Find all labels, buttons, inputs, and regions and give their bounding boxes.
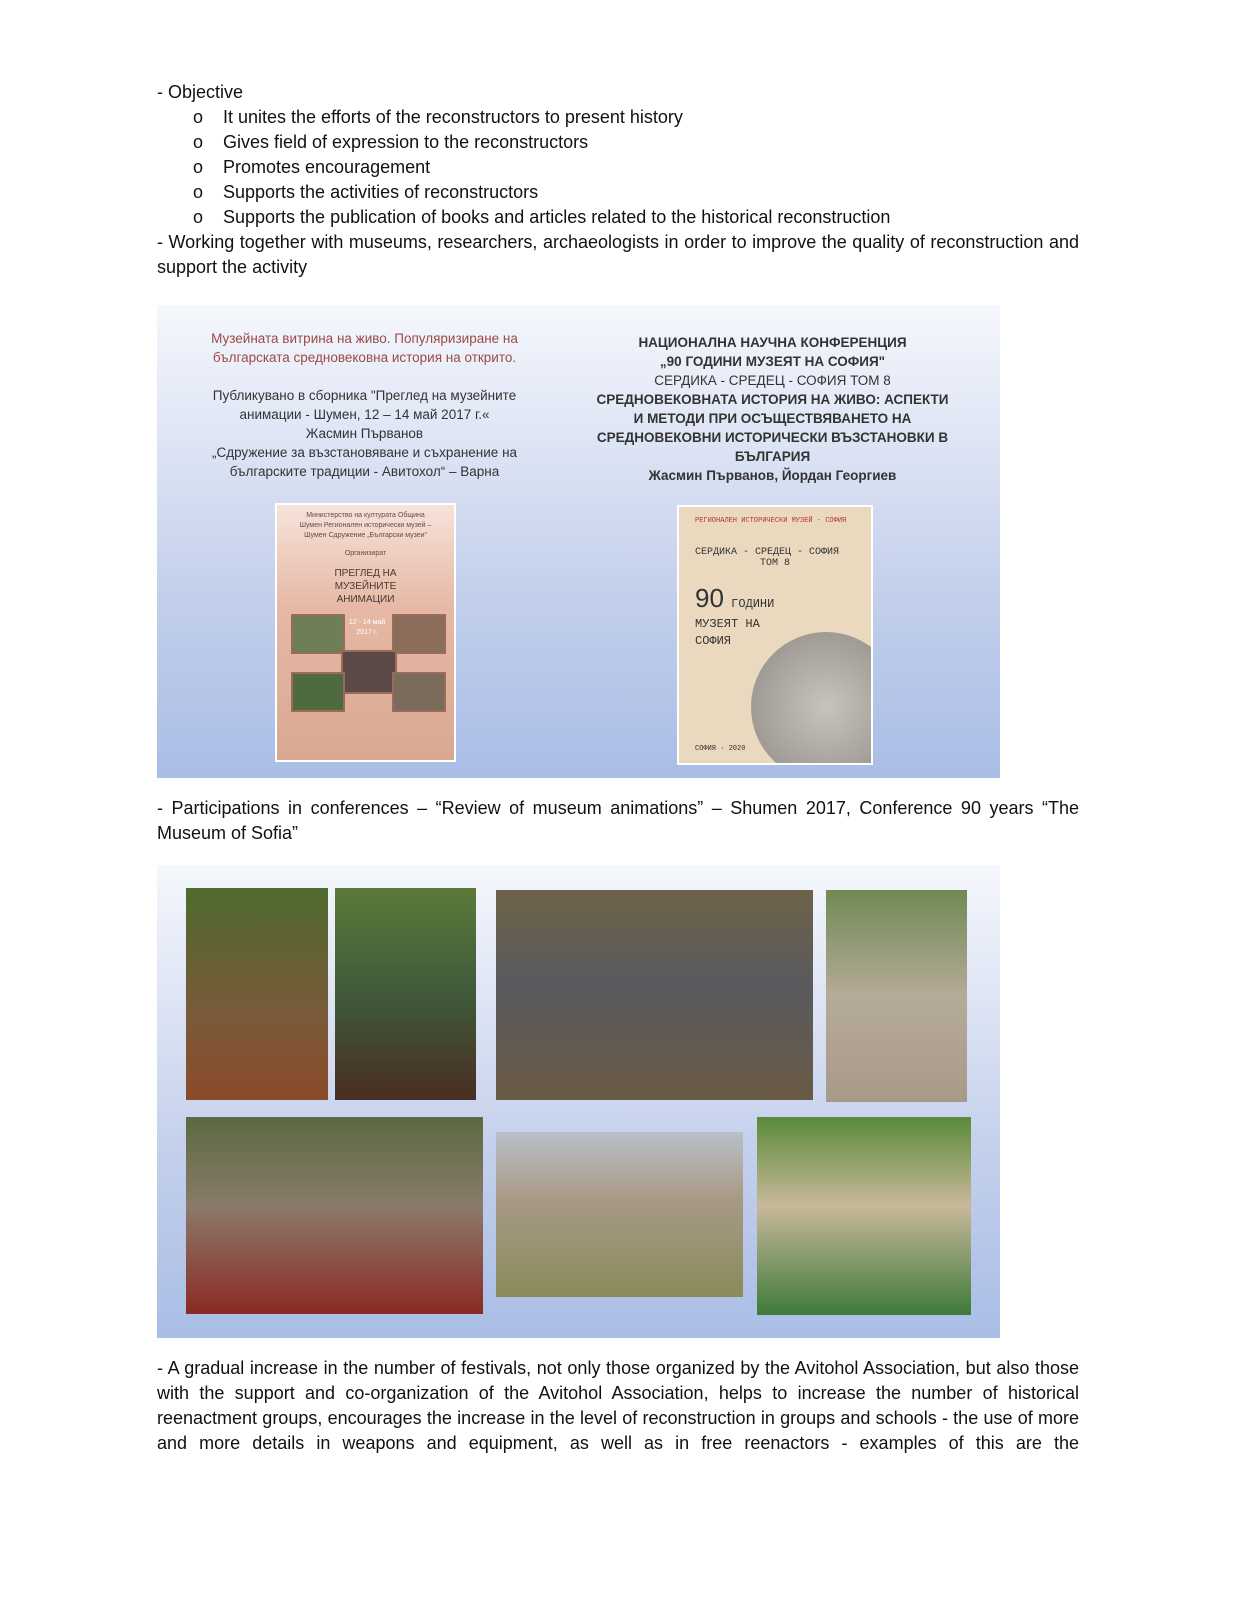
photo-musicians — [496, 1132, 743, 1297]
cover-series: СЕРДИКА - СРЕДЕЦ - СОФИЯ — [695, 547, 840, 558]
paragraph-museums: - Working together with museums, researchers, archaeologists in order to improve the quality of reconstruction and support the activity — [157, 232, 1079, 277]
photo-archer — [826, 890, 967, 1102]
list-item: o It unites the efforts of the reconstructors to present history — [157, 105, 1079, 130]
article-authors: Жасмин Първанов, Йордан Георгиев — [648, 468, 897, 483]
festival-photos-figure — [157, 865, 1000, 1338]
book-cover-sofia — [677, 505, 873, 765]
cover-years: ГОДИНИ — [731, 597, 775, 611]
list-item: o Promotes encouragement — [157, 155, 1079, 180]
cover-photo-collage — [277, 612, 454, 732]
publication-org: „Сдружение за възстановяване и съхранение на българските традиции - Авитохол“ – Варна — [211, 445, 518, 479]
cover-dates: 12 - 14 май 2017 г. — [348, 619, 386, 636]
list-item: o Gives field of expression to the reconstructors — [157, 130, 1079, 155]
conference-title: „90 ГОДИНИ МУЗЕЯТ НА СОФИЯ" — [659, 354, 886, 369]
photo-medieval-feast — [186, 1117, 483, 1314]
list-item: o Supports the activities of reconstructors — [157, 180, 1079, 205]
book-cover-shumen — [275, 503, 456, 762]
publication-source: Публикувано в сборника "Преглед на музейните анимации - Шумен, 12 – 14 май 2017 г.« — [212, 388, 517, 422]
publication-author: Жасмин Първанов — [305, 426, 424, 441]
conference-publications-figure — [157, 305, 1000, 778]
cover-footer: СОФИЯ · 2020 — [695, 745, 746, 753]
conference-name: НАЦИОНАЛНА НАУЧНА КОНФЕРЕНЦИЯ — [638, 335, 907, 350]
objective-list — [157, 105, 1079, 230]
cover-title-2: МУЗЕЯТ НА — [695, 617, 760, 631]
right-publication-text — [595, 333, 950, 485]
cover-museum: РЕГИОНАЛЕН ИСТОРИЧЕСКИ МУЗЕЙ - СОФИЯ — [695, 517, 847, 525]
cover-number: 90 — [695, 583, 724, 613]
objective-heading: - Objective — [157, 82, 244, 102]
list-item: o Supports the publication of books and articles related to the historical reconstruction — [157, 205, 1079, 230]
cover-organizers: Министерство на културата Община Шумен Регионален исторически музей – Шумен Сдружение „Български музеи“ — [299, 512, 432, 539]
photo-horse-rider-2 — [335, 888, 476, 1100]
left-publication-text — [187, 329, 542, 481]
volume-title: СЕРДИКА - СРЕДЕЦ - СОФИЯ ТОМ 8 — [654, 373, 891, 388]
cover-volume: ТОМ 8 — [759, 558, 790, 569]
photo-knights-battle — [496, 890, 813, 1100]
coin-image — [751, 632, 873, 765]
publication-title: Музейната витрина на живо. Популяризиране на българската средновековна история на открито. — [211, 331, 518, 365]
cover-title-3: СОФИЯ — [695, 634, 732, 648]
paragraph-conferences: - Participations in conferences – “Review of museum animations” – Shumen 2017, Conference 90 years “The Museum of Sofia” — [157, 798, 1079, 843]
objective-section — [157, 80, 1079, 280]
photo-leatherworker — [757, 1117, 971, 1315]
paragraph-festivals: - A gradual increase in the number of festivals, not only those organized by the Avitohol Association, but also those with the support and co-organization of the Avitohol Association, helps to increase the number of historical reenactment groups, encourages the increase in the level of reconstruction in groups and schools - the use of more and more details in weapons and equipment, as well as in free reenactors - examples of this are the — [157, 1358, 1079, 1453]
photo-horse-rider-1 — [186, 888, 328, 1100]
cover-title: ПРЕГЛЕД НА МУЗЕЙНИТЕ АНИМАЦИИ — [334, 568, 397, 605]
cover-organize-label: Организират — [344, 550, 387, 557]
article-title: СРЕДНОВЕКОВНАТА ИСТОРИЯ НА ЖИВО: АСПЕКТИ И МЕТОДИ ПРИ ОСЪЩЕСТВЯВАНЕТО НА СРЕДНОВЕКОВНИ ИСТОРИЧЕСКИ ВЪЗСТАНОВКИ В БЪЛГАРИЯ — [596, 392, 949, 464]
